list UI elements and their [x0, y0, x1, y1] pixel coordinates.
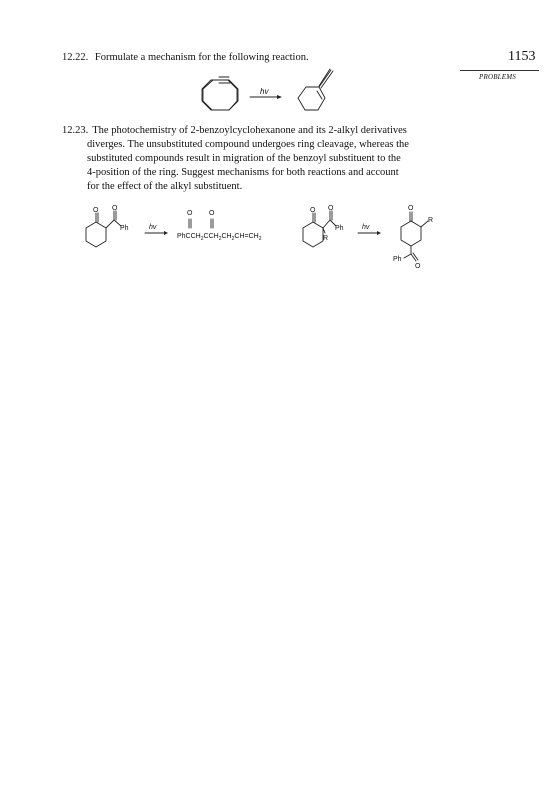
problem-line: 12.23. The photochemistry of 2-benzoylcyclohexanone and its 2-alkyl derivatives	[62, 125, 407, 136]
oxygen-label: O	[408, 205, 414, 212]
reaction-arrow-2	[145, 231, 168, 235]
oxygen-label: O	[310, 207, 316, 214]
phenyl-label: Ph	[120, 225, 129, 232]
page-number: 1153	[508, 49, 536, 64]
problem-line: diverges. The unsubstituted compound undergoes ring cleavage, whereas the	[87, 138, 409, 150]
section-label: PROBLEMS	[479, 73, 516, 81]
reaction-arrow-3	[358, 231, 381, 235]
oxygen-label: O	[209, 210, 215, 217]
phenyl-label: Ph	[393, 256, 402, 263]
problem-line: substituted compounds result in migration of the benzoyl substituent to the	[87, 152, 401, 164]
oxygen-label: O	[328, 205, 334, 212]
cyclooctyne-structure	[202, 77, 238, 110]
problem-line: 4-position of the ring. Suggest mechanisms for both reactions and account	[87, 166, 399, 178]
alkyl-label: R	[323, 235, 329, 242]
alkyl-benzoylcyclohexanone-structure	[303, 211, 336, 247]
carbonyl-double-bonds	[189, 219, 213, 228]
alkyl-label: R	[428, 217, 434, 224]
problem-number: 12.23.	[62, 125, 89, 136]
ethynylcyclohexene-structure	[298, 69, 333, 110]
arrow-label-hv: hv	[362, 224, 370, 231]
arrow-label-hv: hv	[260, 87, 269, 96]
benzoylcyclohexanone-structure	[86, 211, 121, 247]
problem-line: for the effect of the alkyl substituent.	[87, 180, 243, 192]
benzoyl-migration-product-structure	[401, 212, 428, 261]
cleavage-product-formula: $PhCCH_2CCH_2CH_2CH=CH_2$	[177, 233, 262, 242]
oxygen-label: O	[112, 205, 118, 212]
oxygen-label: O	[187, 210, 193, 217]
oxygen-label: O	[415, 263, 421, 270]
problem-number: 12.22.	[62, 52, 89, 63]
phenyl-label: Ph	[335, 225, 344, 232]
oxygen-label: O	[93, 207, 99, 214]
arrow-label-hv: hv	[149, 224, 157, 231]
problem-text: Formulate a mechanism for the following reaction.	[94, 52, 309, 63]
